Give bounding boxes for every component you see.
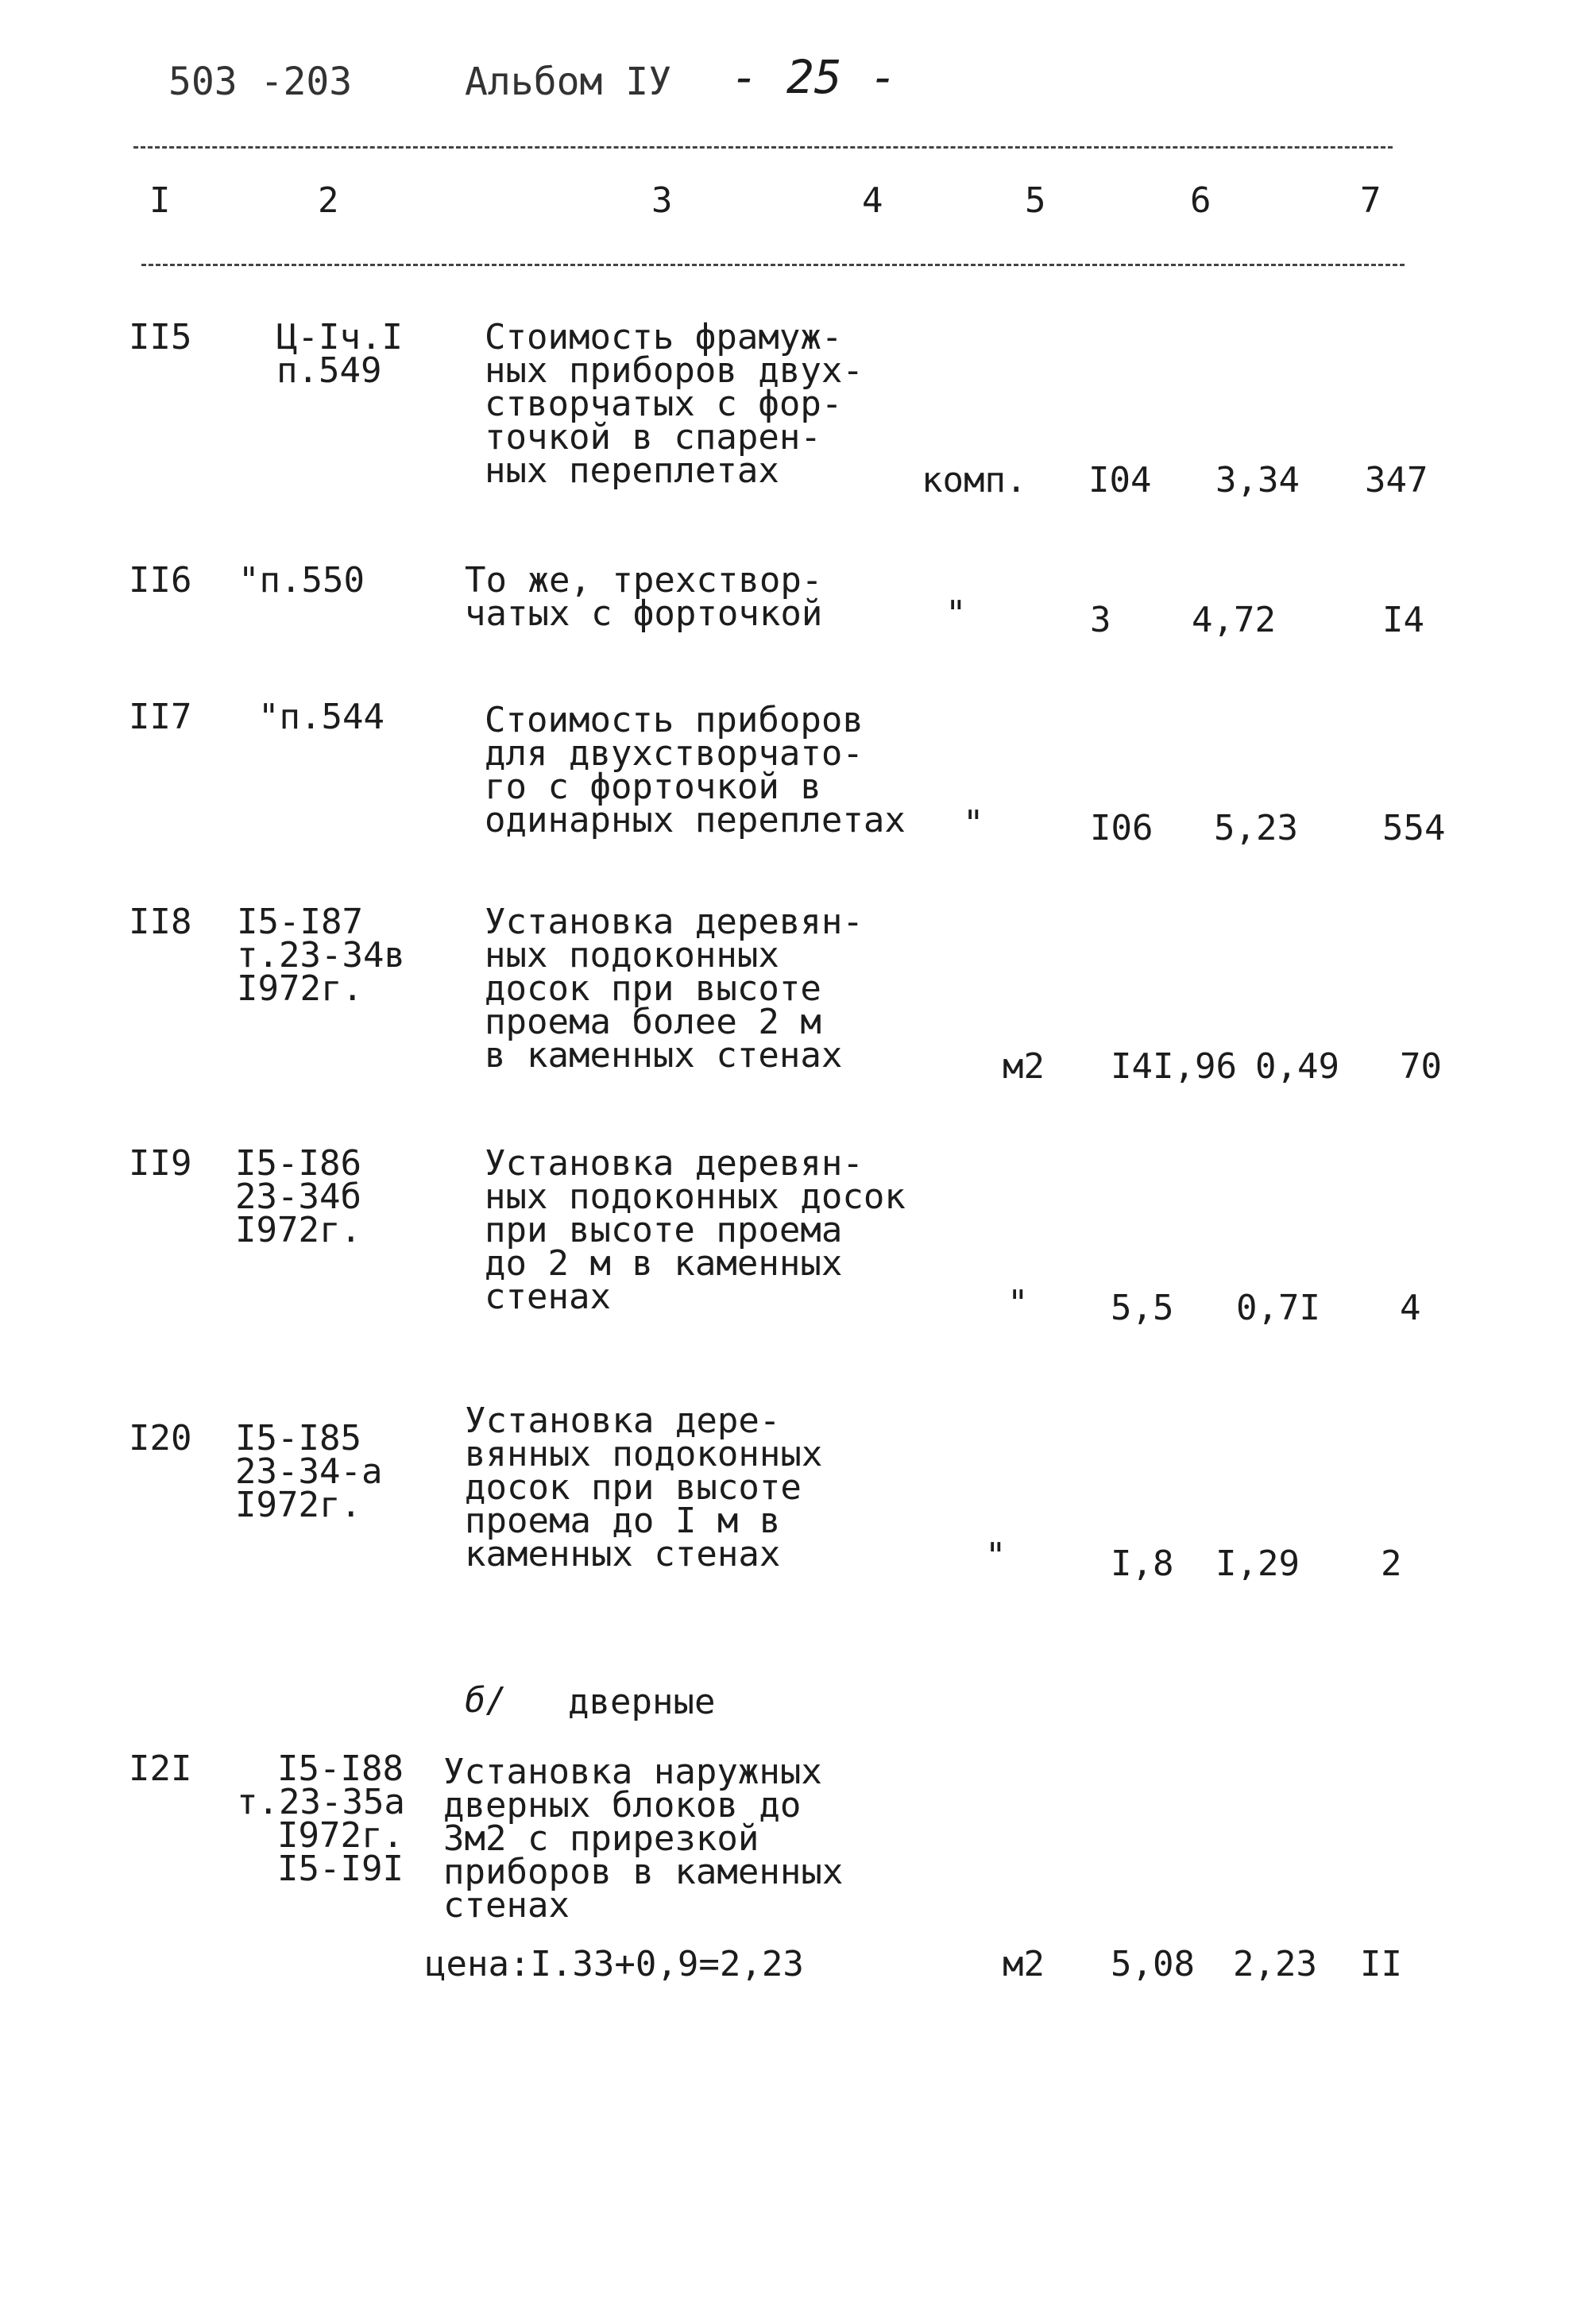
row-description: Стоимость приборов для двухстворчато- го с форточкой в одинарных переплетах [485,700,906,840]
row-number: I2I [129,1748,192,1789]
row-quantity: 5,08 [1111,1944,1195,1984]
row-description: Стоимость фрамуж- ных приборов двух- створчатых с фор- точкой в спарен- ных переплетах [485,317,864,491]
page-number: - 25 - [731,50,898,104]
row-unit: " [1007,1283,1029,1323]
row-unit: " [985,1536,1007,1576]
document-code: 503 -203 [168,60,353,104]
price-formula: цена:I.33+0,9=2,23 [425,1944,804,1984]
row-reference: I5-I88 т.23-35а I972г. I5-I9I [237,1748,405,1889]
row-total: 4 [1400,1288,1421,1328]
row-number: II8 [129,902,192,942]
row-price: 3,34 [1215,460,1300,500]
row-total: I4 [1382,600,1424,640]
album-label: Альбом IУ [465,60,672,104]
column-header-2: 2 [318,180,339,221]
row-quantity: 5,5 [1111,1288,1174,1328]
row-description: Установка наружных дверных блоков до 3м2 с прирезкой приборов в каменных стенах [443,1752,844,1926]
column-header-6: 6 [1190,180,1211,221]
row-total: II [1360,1944,1402,1984]
row-price: I,29 [1215,1544,1300,1584]
row-price: 0,49 [1255,1046,1339,1087]
row-price: 5,23 [1214,808,1298,848]
row-reference: I5-I85 23-34-а I972г. [235,1418,383,1525]
row-reference: "п.550 [238,560,365,601]
row-unit: комп. [922,460,1027,500]
row-reference: I5-I87 т.23-34в I972г. [237,902,405,1009]
header-rule-bottom [141,264,1405,266]
row-price: 0,7I [1236,1288,1320,1328]
row-unit: " [963,803,984,844]
row-unit: м2 [1003,1944,1045,1984]
row-reference: I5-I86 23-34б I972г. [235,1143,361,1250]
section-title: дверные [568,1682,716,1722]
row-description: Установка деревян- ных подоконных досок при высоте проема более 2 м в каменных стенах [485,902,864,1076]
row-description: Установка деревян- ных подоконных досок при высоте проема до 2 м в каменных стенах [485,1143,906,1317]
row-number: I20 [129,1418,192,1459]
row-quantity: I,8 [1111,1544,1174,1584]
row-number: II7 [129,697,192,737]
row-price: 4,72 [1192,600,1276,640]
row-reference: "п.544 [258,697,385,737]
column-header-5: 5 [1025,180,1046,221]
row-number: II9 [129,1143,192,1184]
row-quantity: I06 [1090,808,1154,848]
row-total: 347 [1365,460,1428,500]
row-description: Установка дере- вянных подоконных досок при высоте проема до I м в каменных стенах [465,1401,823,1575]
row-number: II5 [129,317,192,357]
row-quantity: 3 [1090,600,1111,640]
row-total: 2 [1381,1544,1402,1584]
row-number: II6 [129,560,192,601]
row-total: 70 [1400,1046,1442,1087]
row-description: То же, трехствор- чатых с форточкой [465,560,823,634]
section-letter: б/ [465,1680,507,1721]
row-quantity: I4I,96 [1111,1046,1237,1087]
row-price: 2,23 [1233,1944,1317,1984]
column-header-3: 3 [651,180,673,221]
row-total: 554 [1382,808,1446,848]
column-header-4: 4 [862,180,883,221]
column-header-1: I [149,180,171,221]
header-rule-top [133,146,1393,149]
column-header-7: 7 [1360,180,1382,221]
row-unit: " [945,593,967,634]
row-unit: м2 [1003,1046,1045,1087]
row-quantity: I04 [1088,460,1152,500]
row-reference: Ц-Iч.I п.549 [276,317,403,391]
